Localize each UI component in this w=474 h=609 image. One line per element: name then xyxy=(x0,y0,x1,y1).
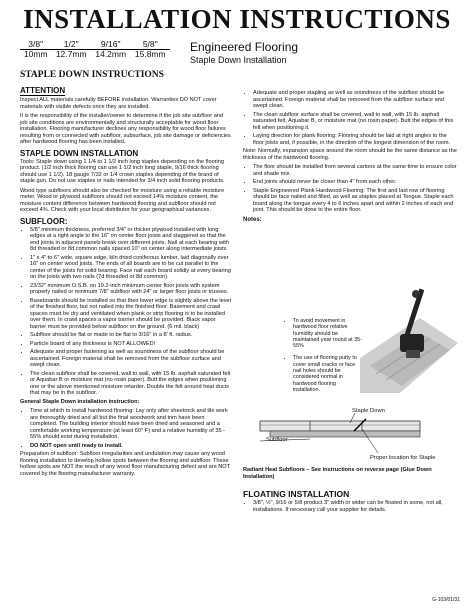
list-item: • To avoid movement in hardwood floor relative humidity should be maintained year round at 35-55% xyxy=(293,318,363,349)
page-title: INSTALLATION INSTRUCTIONS xyxy=(23,4,451,34)
floating-section xyxy=(243,487,458,515)
attention-title: ATTENTION xyxy=(20,86,66,95)
list-item: • DO NOT open until ready to install. xyxy=(30,443,232,450)
staple-text: Tools: Staple down using 1 1/4 to 1 1/2 inch long staples depending on the flooring product. (1/2 inch thick flooring can use 1 1/2 inch long staple, 9/16 thick flooring should use 1 1/2). 18 gauge 7/32 or 1/4 crown staples depending of the brand of staple gun. Do not use staples or nails intended for 3/4 inch solid flooring products. xyxy=(20,158,225,184)
list-item: • The floor should be installed from several cartons at the same time to ensure color and shade mix. xyxy=(253,164,457,177)
diagram-label-subfloor: Subfloor xyxy=(266,437,288,443)
size-metric: 10mm xyxy=(23,49,48,59)
size-metric: 14.2mm xyxy=(95,49,127,59)
right-list xyxy=(243,90,457,146)
list-item: • 5/8" minimum thickness, preferred 3/4" or thicker plywood installed with long edges at a right angle to the 16" on center floor joists and staggered so that the end joints in adjacent panels break over different joists. Nail at each bearing with 8d threaded or 8d common nails spaced 10" on center along intermediate joists. xyxy=(30,227,232,253)
subfloor-list xyxy=(20,227,232,397)
size-fraction: 3/8" xyxy=(20,40,51,50)
size-table xyxy=(20,40,170,59)
section-heading: STAPLE DOWN INSTRUCTIONS xyxy=(20,70,164,80)
size-fraction: 9/16" xyxy=(91,40,131,50)
product-name: Engineered Flooring xyxy=(190,40,299,54)
left-column xyxy=(20,70,232,480)
notes-list xyxy=(285,318,363,395)
list-item: • The clean subfloor shall be covered, wall to wall, with 15 lb. asphalt saturated felt or Aquabar B or moisture mat (no rosin paper). Butt the edges when positioning one or the above mentioned moisture retarder. Double the felt around heat ducts that may be in the subfloor. xyxy=(30,371,232,397)
list-item: • The use of flooring putty to cover small cracks or face nail holes should be considered normal in hardwood flooring installation. xyxy=(293,355,363,393)
list-item: • Baseboards should be installed so that their lower edge is slightly above the level of the finished floor, but not nailed into the finished floor. Basement and crawl spaces must be dry and ventilated when plank or strip flooring is to be installed over them. In crawl spaces a vapor barrier should be provided. Black vapor barrier must be provided below subfloor on the ground. (6 mil. black) xyxy=(30,298,232,331)
list-item: • Subfloor should be flat or made to be flat to 3/16" in a 8' ft. radius. xyxy=(30,332,232,339)
floating-list xyxy=(243,500,458,513)
stapler-illustration xyxy=(360,288,458,393)
size-fraction: 5/8" xyxy=(130,40,170,50)
list-item: • 23/32" minimum O.S.B. on 19.2-inch minimum center floor joists with system properly nailed or minimum 7/8" subfloor with 24" or larger floor joists or trusses. xyxy=(30,283,232,296)
size-fraction: 1/2" xyxy=(51,40,91,50)
list-item: • Adequate and proper fastening as well as soundness of the subfloor should be ascertained. Foreign material shall be removed from the subfloor surface and swept clean. xyxy=(30,349,232,369)
floating-title: FLOATING INSTALLATION xyxy=(243,489,350,499)
size-metric: 12.7mm xyxy=(55,49,87,59)
list-item: • The clean subfloor surface shall be covered, wall to wall, with 15 lb. asphalt saturated felt, Aquabar B, or moisture mat (no rosin paper). Butt the edges of this felt when positioning it. xyxy=(253,112,457,132)
responsibility-text: It is the responsibility of the installer/owner to determine if the job site subfloor and job site conditions are environmentally and structurally acceptable for wood floor installation. Flooring manufacturer declines any responsibility for wood floor failures resulting from or connected with subfloor, subsurface, job site damage or deficiencies after hardwood flooring has been installed. xyxy=(20,113,231,145)
subfloor-title: SUBFLOOR: xyxy=(20,216,68,226)
staple-title: STAPLE DOWN INSTALLATION xyxy=(20,148,139,158)
diagram-label-location: Proper location for Staple xyxy=(370,455,436,461)
attention-text: Inspect ALL materials carefully BEFORE installation. Warranties DO NOT cover materials with visible defects once they are installed. xyxy=(20,97,217,110)
general-title: General Staple Down installation instruction: xyxy=(20,398,140,405)
document-code: G-103/01/31 xyxy=(432,597,460,603)
list-item: • End joints should never be closer than 4" from each other. xyxy=(253,179,457,186)
note-text: Note: Normally, expansion space around the room should be the same distance as the thickness of the hardwood flooring. xyxy=(243,148,457,161)
diagram-label-staple: Staple Down xyxy=(352,408,385,414)
product-subtitle: Staple Down Installation xyxy=(190,55,287,65)
right-list-2 xyxy=(243,164,457,214)
list-item: • Adequate and proper stapling as well as soundness of the subfloor should be ascertained. Foreign material shall be removed from the subfloor surface and swept clean. xyxy=(253,90,457,110)
preparation-text: Preparation of subfloor: Subfloor irregularities and undulation may cause any wood flooring installation to develop hollow spots between the flooring and subfloor. These hollow spots are NOT the result of any wood floor manufacturing defect and are NOT covered by the flooring manufacturer warranty. xyxy=(20,451,230,477)
right-column xyxy=(243,90,457,223)
general-list xyxy=(20,408,232,449)
list-item: • Particle board of any thickness is NOT ALLOWED! xyxy=(30,341,232,348)
product-header xyxy=(190,40,450,65)
list-item: • Staple Engineered Plank Hardwood Flooring: The first and last row of flooring should be face nailed and filled, as well as staples placed at Tongue. Staple each board along the tongue every 4 to 6 inches apart and within 2 inches of each end joint. This should be done to the entire floor. xyxy=(253,188,457,214)
list-item: • 1" x 4" to 6" wide, square edge, kiln dried coniferous lumber, laid diagonally over 16" on center wood joists. The ends of all boards are to be cut parallel to the center of the joists for solid bearing. Face nail each board solidly at every bearing on the joists with two nails (7d threaded or 8d common). xyxy=(30,255,232,281)
list-item: • Laying direction for plank flooring: Flooring should be laid at right angles to the floor joists and, if possible, in the direction of the longest dimension of the room. xyxy=(253,133,457,146)
radiant-heat-note: Radiant Heat Subfloors – See instructions on reverse page (Glue Down Installation) xyxy=(243,467,432,480)
wood-type-text: Wood type subfloors should also be checked for moisture using a reliable moisture meter. Wood or plywood subfloors should not exceed 14% moisture content, the moisture content difference between hardwood flooring and subfloor should not exceed 4%. Check with your local distributor for your geographical variances. xyxy=(20,187,225,213)
size-metric: 15.8mm xyxy=(134,49,166,59)
list-item: • Time at which to install hardwood flooring: Lay only after sheetrock and tile work are thoroughly dried and all but the final woodwork and trim have been completed. The building interior should have been dried and seasoned and a comfortable working temperature (at least 60° F) and a relative humidity of 35 - 55% should exist during installation. xyxy=(30,408,232,441)
notes-label: Notes: xyxy=(243,216,262,223)
list-item: • 3/8", ½", 9/16 or 5/8 product 3" width or wider can be floated in some, not all, installations. If necessary call your supplier for details. xyxy=(253,500,458,513)
